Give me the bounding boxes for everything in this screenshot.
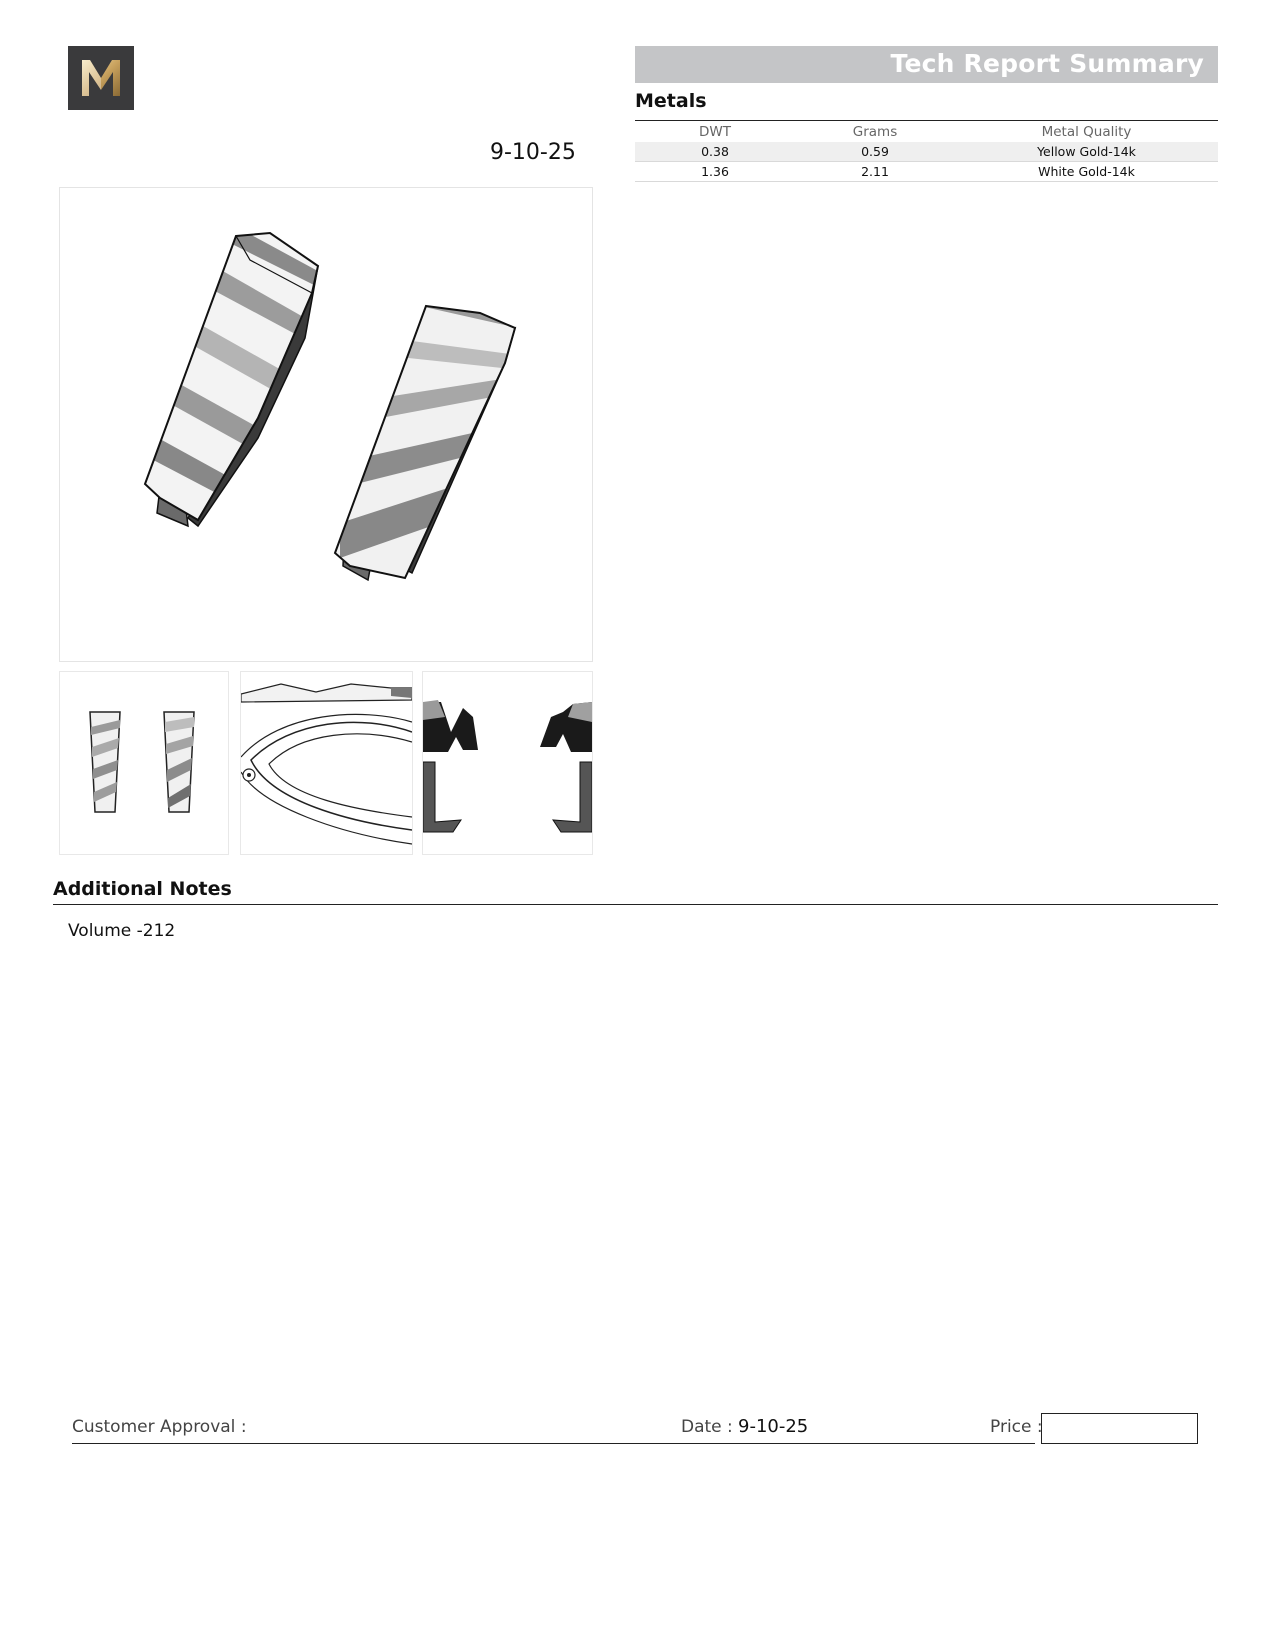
price-field[interactable]	[1041, 1413, 1198, 1444]
footer-date-label: Date :	[681, 1417, 733, 1437]
table-row	[635, 162, 1218, 182]
grams-cell: 2.11	[795, 162, 955, 182]
customer-approval-signature-line[interactable]	[72, 1443, 1035, 1444]
table-row	[635, 142, 1218, 162]
report-date: 9-10-25	[490, 140, 576, 165]
notes-divider	[53, 904, 1218, 905]
metals-header-row	[635, 121, 1218, 142]
column-header-grams: Grams	[852, 123, 898, 140]
grams-cell: 0.59	[795, 142, 955, 162]
notes-text: Volume -212	[68, 921, 176, 941]
report-title: Tech Report Summary	[890, 49, 1204, 78]
dwt-cell: 0.38	[635, 142, 795, 162]
column-header-dwt: DWT	[699, 123, 731, 140]
notes-section-title: Additional Notes	[53, 878, 232, 900]
thumbnail-side-view	[240, 671, 413, 855]
report-header-bar	[635, 46, 1218, 83]
metals-table	[635, 121, 1218, 182]
metal-quality-cell: White Gold-14k	[955, 162, 1218, 182]
thumbnail-front-view	[59, 671, 229, 855]
main-product-render	[59, 187, 593, 662]
column-header-metal-quality: Metal Quality	[1041, 123, 1132, 140]
metal-quality-cell: Yellow Gold-14k	[955, 142, 1218, 162]
dwt-cell: 1.36	[635, 162, 795, 182]
thumbnail-top-view	[422, 671, 593, 855]
metals-section-title: Metals	[635, 90, 707, 112]
company-logo	[68, 46, 134, 110]
customer-approval-label: Customer Approval :	[72, 1417, 247, 1437]
footer-date-value: 9-10-25	[738, 1416, 809, 1437]
price-label: Price :	[990, 1417, 1043, 1437]
